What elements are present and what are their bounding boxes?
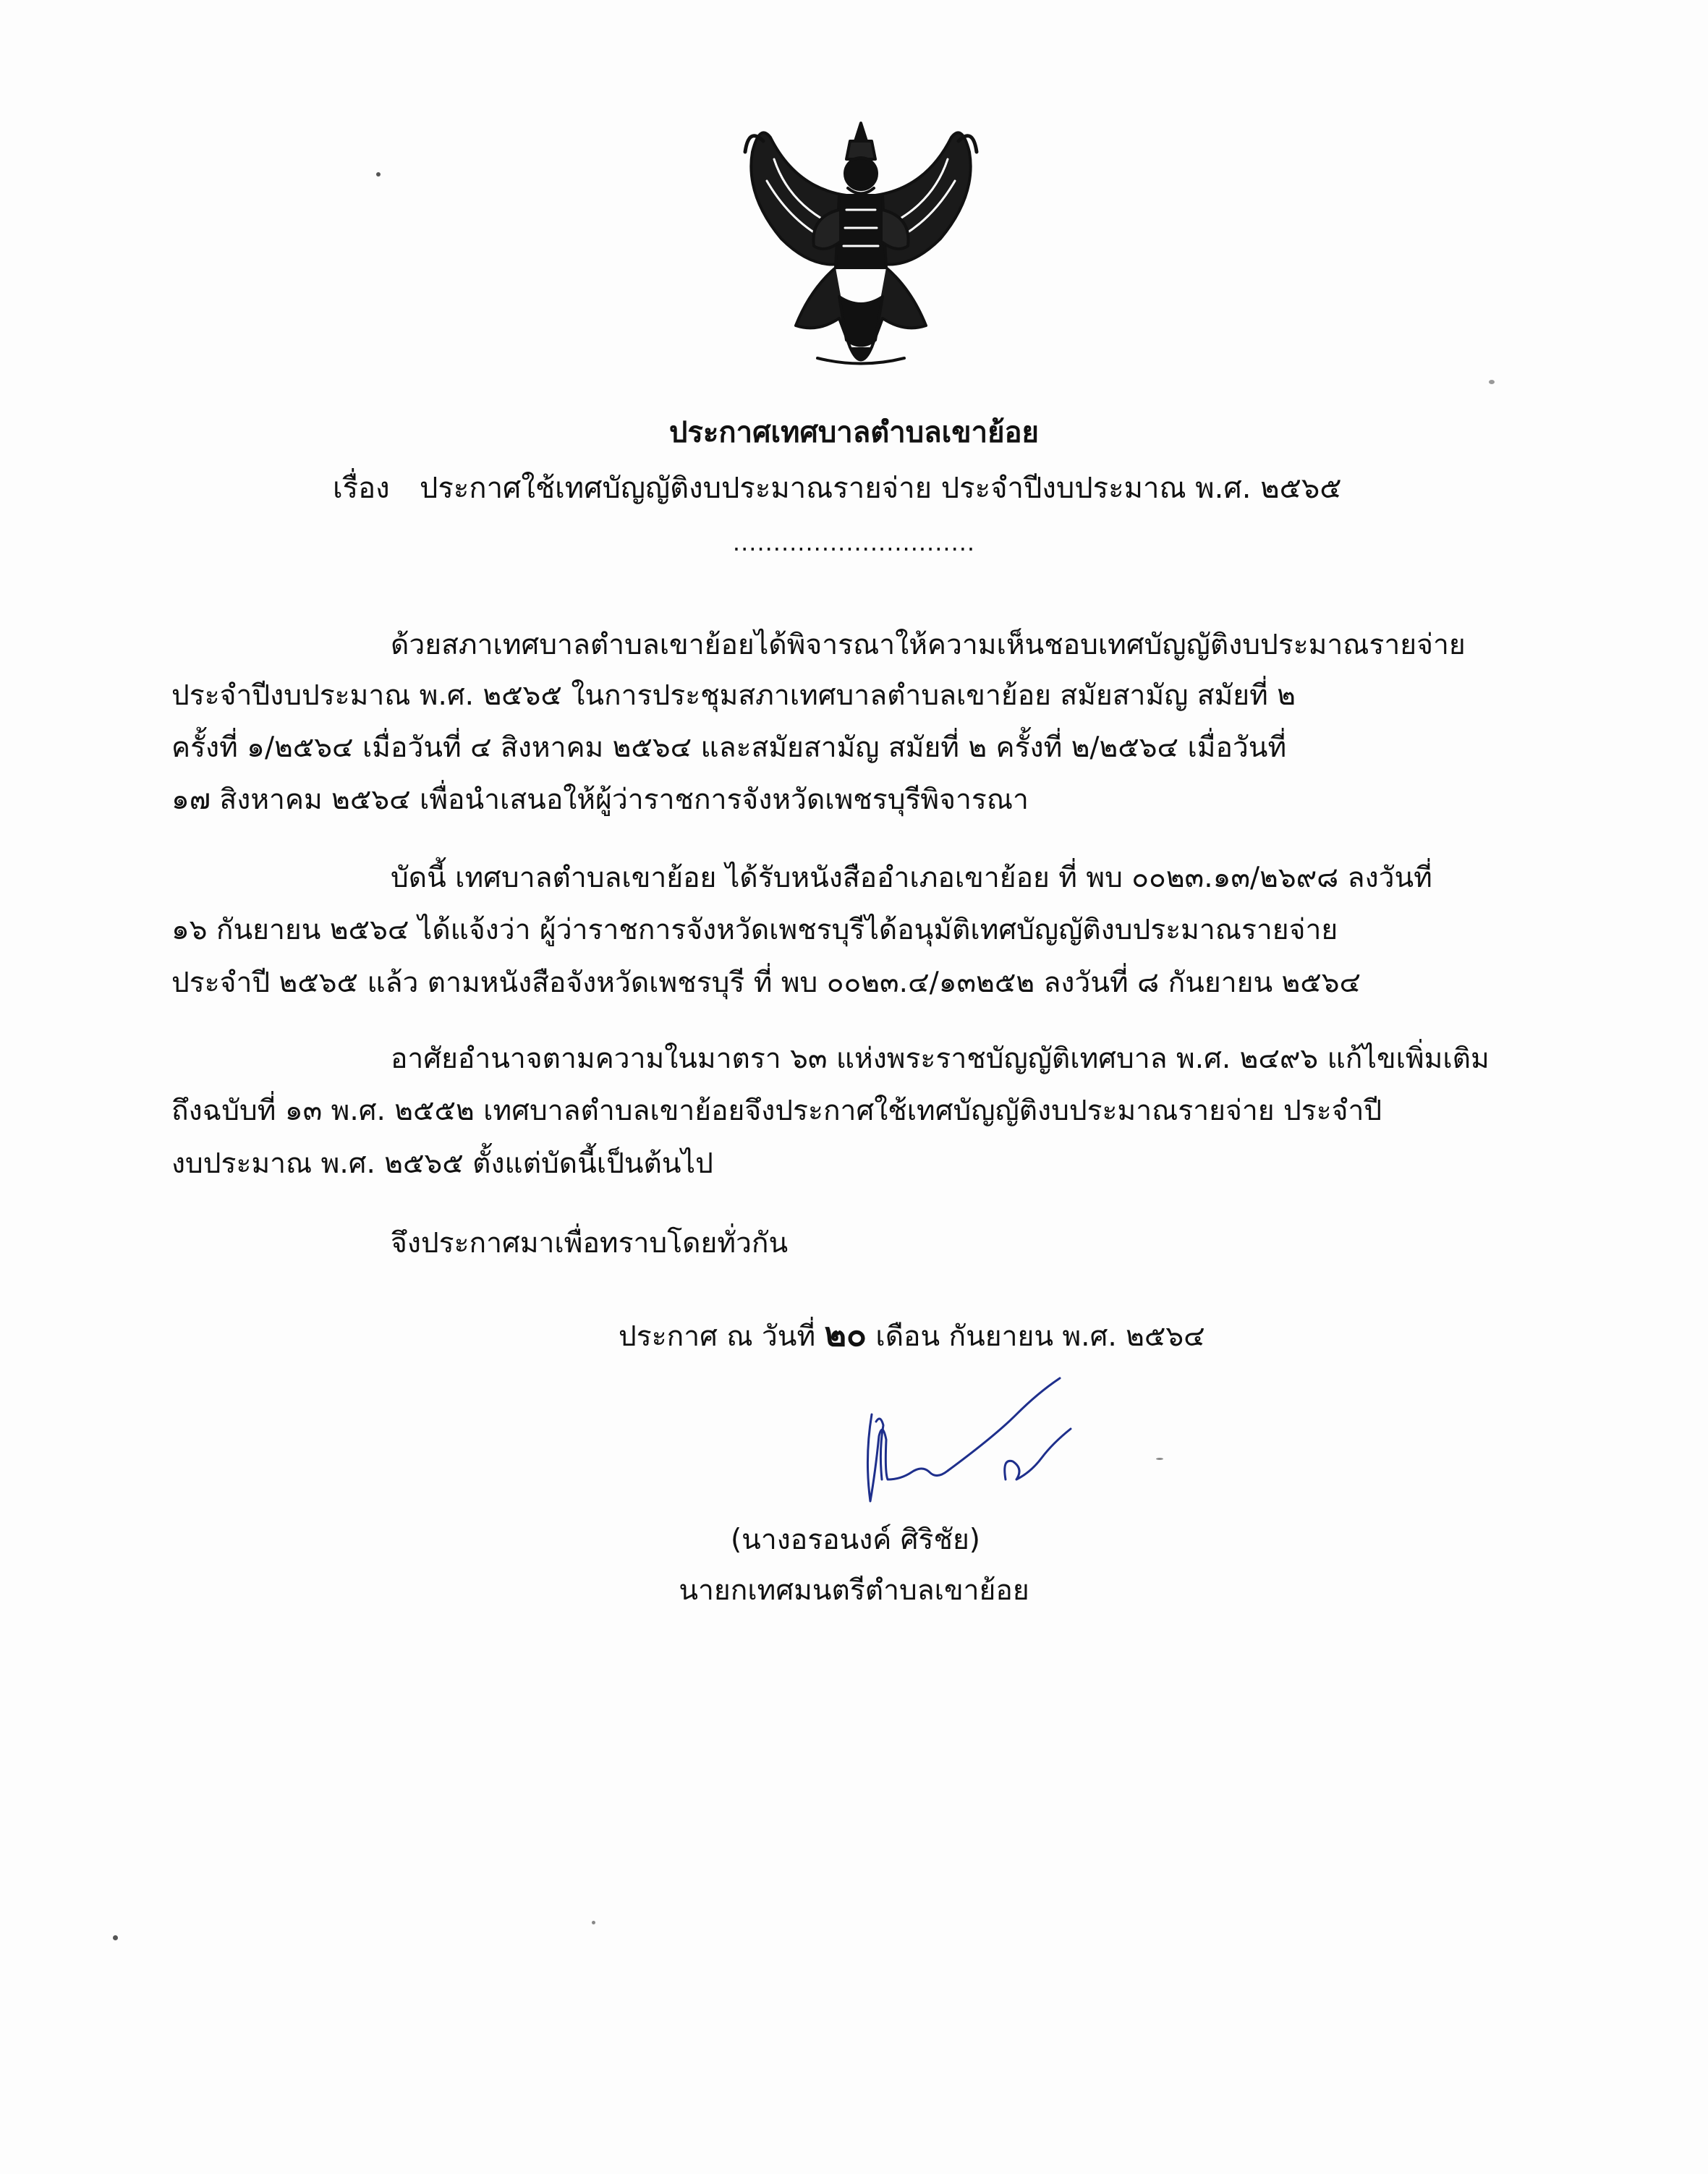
paragraph-1-line-3: ครั้งที่ ๑/๒๕๖๔ เมื่อวันที่ ๔ สิงหาคม ๒๕๖๔ และสมัยสามัญ สมัยที่ ๒ ครั้งที่ ๒/๒๕๖๔ เมื่อวันที่ xyxy=(171,731,1287,764)
paragraph-3-line-2: ถึงฉบับที่ ๑๓ พ.ศ. ๒๕๕๒ เทศบาลตำบลเขาย้อยจึงประกาศใช้เทศบัญญัติงบประมาณรายจ่าย ประจำปี xyxy=(171,1095,1382,1127)
date-day: ๒๐ xyxy=(824,1315,867,1354)
paragraph-2-line-1: บัดนี้ เทศบาลตำบลเขาย้อย ได้รับหนังสืออำเภอเขาย้อย ที่ พบ ๐๐๒๓.๑๓/๒๖๙๘ ลงวันที่ xyxy=(391,862,1432,894)
separator: .............................. xyxy=(732,529,976,556)
scan-speck xyxy=(592,1921,595,1924)
subject-label: เรื่อง xyxy=(333,472,390,505)
garuda-emblem-icon xyxy=(731,109,991,376)
scan-speck xyxy=(1489,380,1495,384)
paragraph-2-line-3: ประจำปี ๒๕๖๕ แล้ว ตามหนังสือจังหวัดเพชรบุรี ที่ พบ ๐๐๒๓.๔/๑๓๒๕๒ ลงวันที่ ๘ กันยายน ๒๕๖๔ xyxy=(171,967,1361,999)
document-title: ประกาศเทศบาลตำบลเขาย้อย xyxy=(669,416,1039,449)
scan-speck xyxy=(113,1935,118,1940)
paragraph-2-line-2: ๑๖ กันยายน ๒๕๖๔ ได้แจ้งว่า ผู้ว่าราชการจังหวัดเพชรบุรีได้อนุมัติเทศบัญญัติงบประมาณรายจ่าย xyxy=(171,914,1338,946)
handwritten-signature xyxy=(850,1371,1125,1508)
subject-text: ประกาศใช้เทศบัญญัติงบประมาณรายจ่าย ประจำปีงบประมาณ พ.ศ. ๒๕๖๕ xyxy=(420,472,1342,505)
signer-name: (นางอรอนงค์ ศิริชัย) xyxy=(730,1524,981,1556)
signer-title: นายกเทศมนตรีตำบลเขาย้อย xyxy=(679,1574,1029,1607)
date-prefix: ประกาศ ณ วันที่ xyxy=(619,1320,816,1353)
paragraph-1-line-4: ๑๗ สิงหาคม ๒๕๖๔ เพื่อนำเสนอให้ผู้ว่าราชการจังหวัดเพชรบุรีพิจารณา xyxy=(171,784,1029,816)
paragraph-1-line-1: ด้วยสภาเทศบาลตำบลเขาย้อยได้พิจารณาให้ความเห็นชอบเทศบัญญัติงบประมาณรายจ่าย xyxy=(391,629,1466,661)
closing-line: จึงประกาศมาเพื่อทราบโดยทั่วกัน xyxy=(391,1227,789,1260)
subject-line xyxy=(333,467,1342,510)
announcement-date xyxy=(619,1313,1205,1358)
scan-speck xyxy=(376,172,381,177)
paragraph-1-line-2: ประจำปีงบประมาณ พ.ศ. ๒๕๖๕ ในการประชุมสภาเทศบาลตำบลเขาย้อย สมัยสามัญ สมัยที่ ๒ xyxy=(171,679,1296,712)
scan-speck xyxy=(1156,1458,1163,1460)
paragraph-3-line-1: อาศัยอำนาจตามความในมาตรา ๖๓ แห่งพระราชบัญญัติเทศบาล พ.ศ. ๒๔๙๖ แก้ไขเพิ่มเติม xyxy=(391,1043,1490,1075)
paragraph-3-line-3: งบประมาณ พ.ศ. ๒๕๖๕ ตั้งแต่บัดนี้เป็นต้นไป xyxy=(171,1147,713,1180)
date-suffix: เดือน กันยายน พ.ศ. ๒๕๖๔ xyxy=(875,1320,1205,1353)
